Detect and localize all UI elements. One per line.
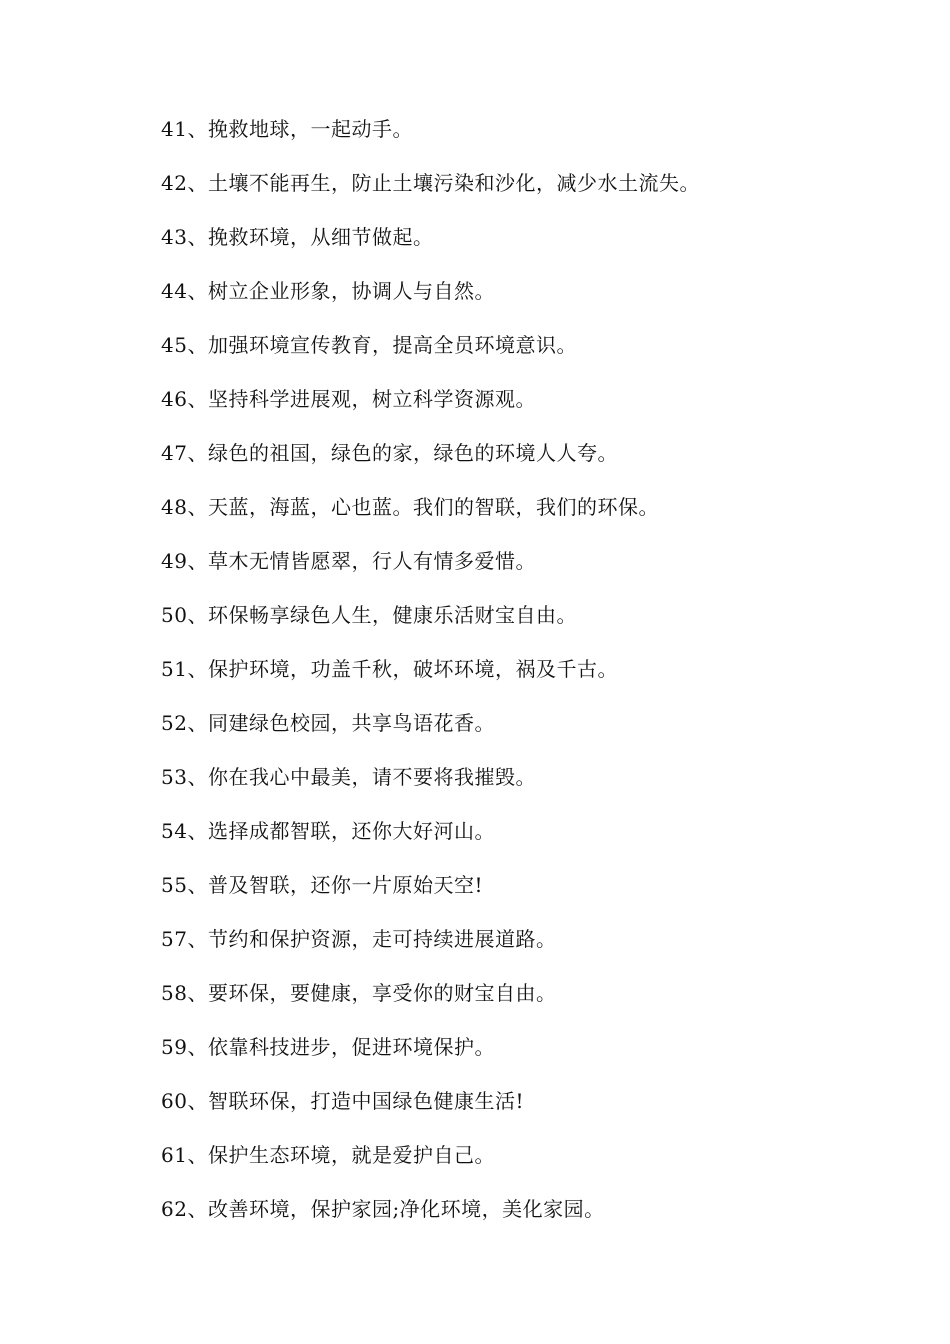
list-item: 54、选择成都智联，还你大好河山。 bbox=[161, 819, 495, 843]
list-item: 42、土壤不能再生，防止土壤污染和沙化，减少水土流失。 bbox=[161, 171, 700, 195]
list-item: 60、智联环保，打造中国绿色健康生活! bbox=[161, 1089, 524, 1113]
list-item: 57、节约和保护资源，走可持续进展道路。 bbox=[161, 927, 557, 951]
list-item: 48、天蓝，海蓝，心也蓝。我们的智联，我们的环保。 bbox=[161, 495, 659, 519]
list-item: 46、坚持科学进展观，树立科学资源观。 bbox=[161, 387, 536, 411]
list-item: 43、挽救环境，从细节做起。 bbox=[161, 225, 434, 249]
list-item: 61、保护生态环境，就是爱护自己。 bbox=[161, 1143, 495, 1167]
list-item: 44、树立企业形象，协调人与自然。 bbox=[161, 279, 495, 303]
list-item: 52、同建绿色校园，共享鸟语花香。 bbox=[161, 711, 495, 735]
slogan-list bbox=[161, 112, 921, 1246]
list-item: 53、你在我心中最美，请不要将我摧毁。 bbox=[161, 765, 536, 789]
list-item: 59、依靠科技进步，促进环境保护。 bbox=[161, 1035, 495, 1059]
list-item: 55、普及智联，还你一片原始天空! bbox=[161, 873, 483, 897]
list-item: 47、绿色的祖国，绿色的家，绿色的环境人人夸。 bbox=[161, 441, 618, 465]
list-item: 58、要环保，要健康，享受你的财宝自由。 bbox=[161, 981, 557, 1005]
list-item: 49、草木无情皆愿翠，行人有情多爱惜。 bbox=[161, 549, 536, 573]
list-item: 41、挽救地球，一起动手。 bbox=[161, 117, 413, 141]
list-item: 62、改善环境，保护家园;净化环境，美化家园。 bbox=[161, 1197, 605, 1221]
list-item: 51、保护环境，功盖千秋，破坏环境，祸及千古。 bbox=[161, 657, 618, 681]
list-item: 50、环保畅享绿色人生，健康乐活财宝自由。 bbox=[161, 603, 577, 627]
list-item: 45、加强环境宣传教育，提高全员环境意识。 bbox=[161, 333, 577, 357]
